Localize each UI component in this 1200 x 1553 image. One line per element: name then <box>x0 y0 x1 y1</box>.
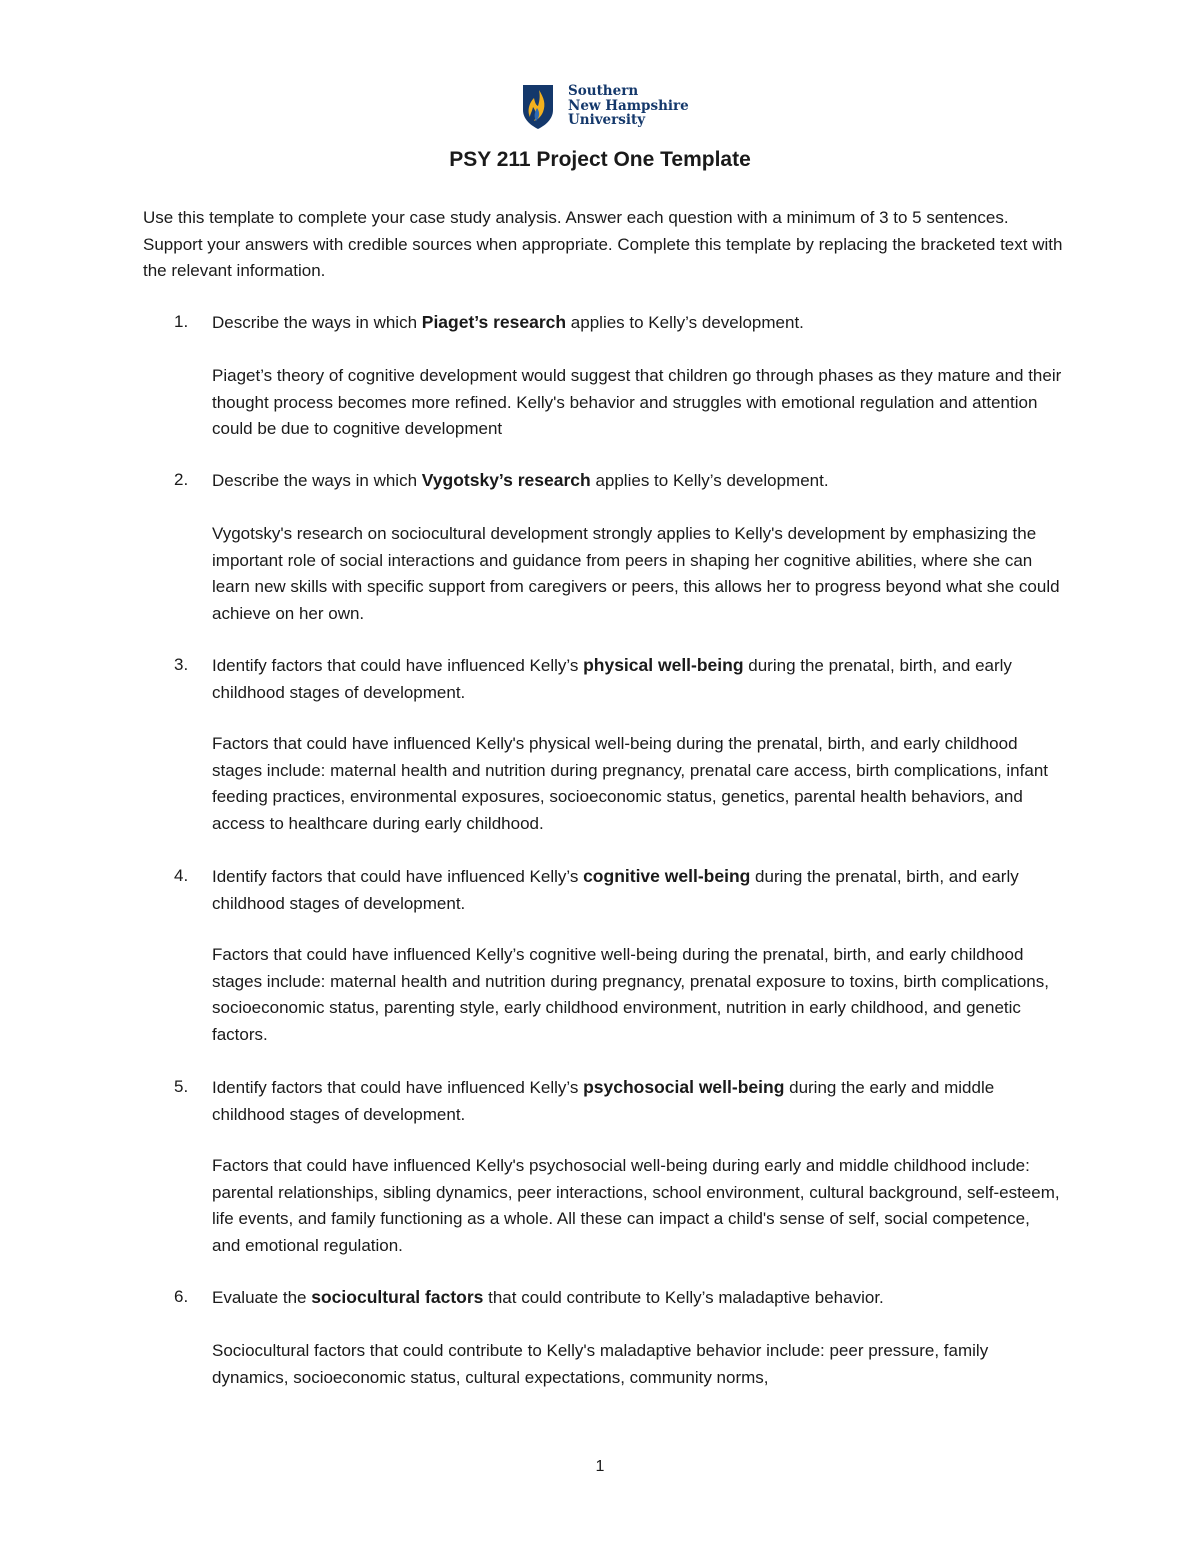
answer-4: Factors that could have influenced Kelly’s cognitive well-being during the prenatal, birth, and early childhood stages include: maternal health and nutrition during pregnancy, prenatal exposure to toxins, birth complications, socioeconomic status, parenting style, early childhood environment, nutrition in early childhood, and genetic factors. <box>212 945 1049 1044</box>
question-text: Evaluate the sociocultural factors that could contribute to Kelly’s maladaptive behavior. <box>212 1287 884 1307</box>
question-text: Identify factors that could have influenced Kelly’s psychosocial well-being during the early and middle childhood stages of development. <box>212 1077 995 1124</box>
answer-5: Factors that could have influenced Kelly's psychosocial well-being during early and middle childhood include: parental relationships, sibling dynamics, peer interactions, school environment, cultural background, self-esteem, life events, and family functioning as a whole. All these can impact a child's sense of self, social competence, and emotional regulation. <box>212 1156 1060 1255</box>
page-number: 1 <box>595 1458 605 1475</box>
logo-wordmark <box>568 84 689 128</box>
question-keyword: cognitive well-being <box>583 866 751 886</box>
question-2 <box>143 467 1063 495</box>
question-5 <box>143 1074 1063 1128</box>
question-text: Describe the ways in which Piaget’s research applies to Kelly’s development. <box>212 312 804 332</box>
question-4 <box>143 863 1063 917</box>
question-number: 3. <box>174 655 189 674</box>
answer-2: Vygotsky's research on sociocultural development strongly applies to Kelly's development by emphasizing the important role of social interactions and guidance from peers in shaping her cognitive abilities, where she can learn new skills with specific support from caregivers or peers, this allows her to progress beyond what she could achieve on her own. <box>212 524 1060 623</box>
question-number: 5. <box>174 1077 189 1096</box>
question-number: 2. <box>174 470 189 489</box>
question-number: 6. <box>174 1287 189 1306</box>
question-keyword: Vygotsky’s research <box>421 470 591 490</box>
intro-paragraph: Use this template to complete your case study analysis. Answer each question with a minimum of 3 to 5 sentences. Support your answers with credible sources when appropriate. Complete this template by replacing the bracketed text with the relevant information. <box>143 208 1063 280</box>
question-6 <box>143 1284 1063 1312</box>
question-3 <box>143 652 1063 706</box>
answer-3: Factors that could have influenced Kelly's physical well-being during the prenatal, birth, and early childhood stages include: maternal health and nutrition during pregnancy, prenatal care access, birth complications, infant feeding practices, environmental exposures, socioeconomic status, genetics, parental health behaviors, and access to healthcare during early childhood. <box>212 734 1048 833</box>
question-keyword: physical well-being <box>583 655 744 675</box>
question-keyword: Piaget’s research <box>421 312 567 332</box>
answer-1: Piaget’s theory of cognitive development would suggest that children go through phases as they mature and their thought process becomes more refined. Kelly's behavior and struggles with emotional regulation and attention could be due to cognitive development <box>212 366 1062 438</box>
question-keyword: psychosocial well-being <box>583 1077 785 1097</box>
answer-6: Sociocultural factors that could contribute to Kelly's maladaptive behavior include: peer pressure, family dynamics, socioeconomic status, cultural expectations, community norms, <box>212 1341 989 1387</box>
logo-line-3: University <box>568 112 646 128</box>
question-keyword: sociocultural factors <box>311 1287 484 1307</box>
logo-line-2: New Hampshire <box>568 97 689 114</box>
question-text: Describe the ways in which Vygotsky’s research applies to Kelly’s development. <box>212 470 829 490</box>
question-number: 4. <box>174 866 189 885</box>
question-number: 1. <box>174 312 189 331</box>
university-logo <box>522 84 689 132</box>
question-text: Identify factors that could have influenced Kelly’s cognitive well-being during the prenatal, birth, and early childhood stages of development. <box>212 866 1019 913</box>
logo-line-1: Southern <box>568 83 639 99</box>
question-1 <box>143 309 1063 337</box>
question-text: Identify factors that could have influenced Kelly’s physical well-being during the prenatal, birth, and early childhood stages of development. <box>212 655 1012 702</box>
document-title: PSY 211 Project One Template <box>449 148 751 171</box>
shield-flame-icon <box>522 84 554 130</box>
